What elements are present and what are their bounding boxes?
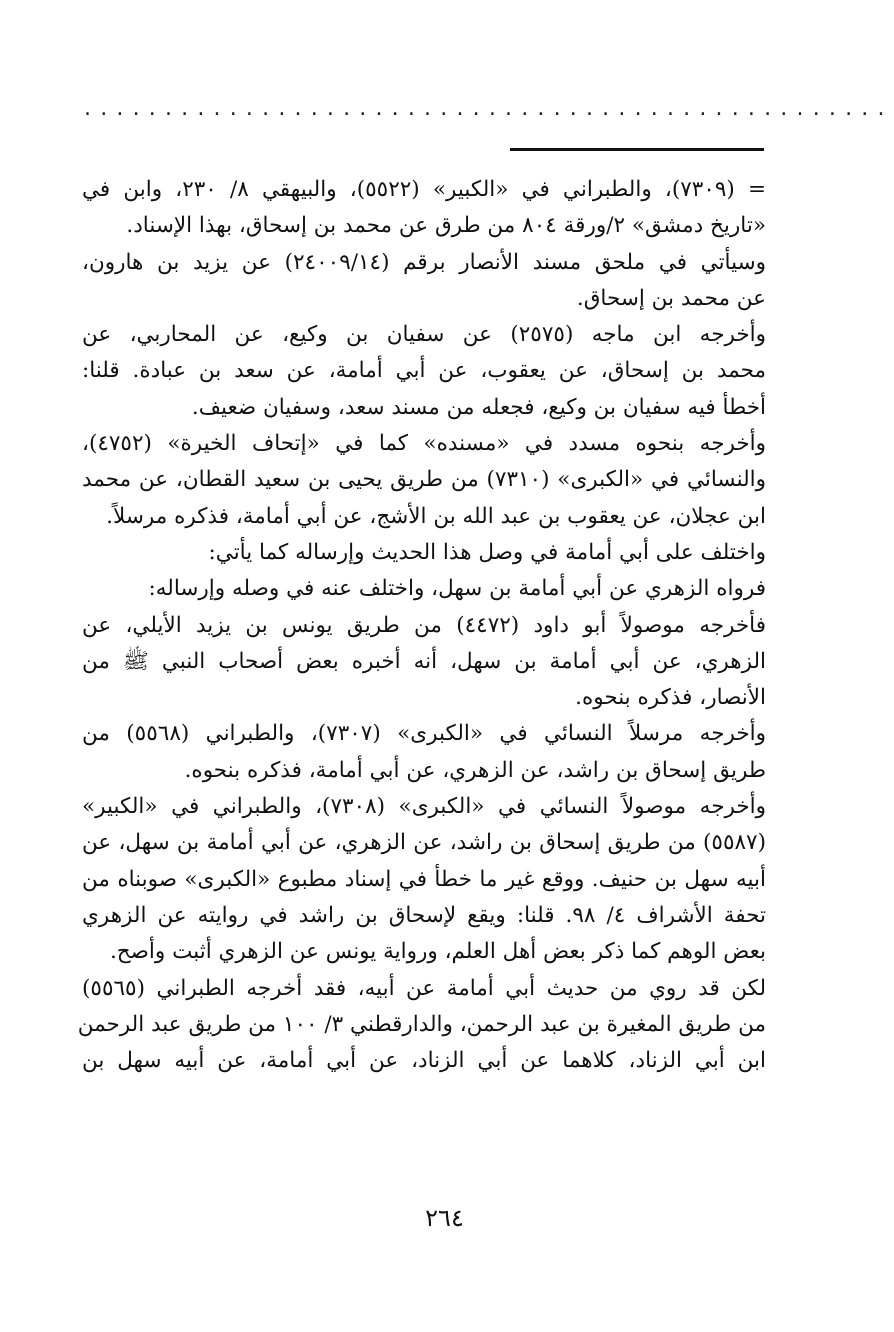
text-line: وأخرجه مرسلاً النسائي في «الكبرى» (٧٣٠٧)، والطبراني (٥٥٦٨) من — [82, 721, 766, 747]
text-line: (٥٥٨٧) من طريق إسحاق بن راشد، عن الزهري، عن أبي أمامة بن سهل، عن — [82, 830, 766, 856]
text-line: = (٧٣٠٩)، والطبراني في «الكبير» (٥٥٢٢)، والبيهقي ٨/ ٢٣٠، وابن في — [82, 177, 766, 202]
text-line: محمد بن إسحاق، عن يعقوب، عن أبي أمامة، عن سعد بن عبادة. قلنا: — [82, 358, 766, 384]
text-line: ابن أبي الزناد، كلاهما عن أبي الزناد، عن أبي أمامة، عن أبيه سهل بن — [82, 1048, 766, 1074]
text-line: من طريق المغيرة بن عبد الرحمن، والدارقطني ٣/ ١٠٠ من طريق عبد الرحمن — [77, 1011, 766, 1037]
page-number: ٢٦٤ — [425, 1204, 464, 1232]
text-line: وأخرجه بنحوه مسدد في «مسنده» كما في «إتحاف الخيرة» (٤٧٥٢)، — [82, 431, 766, 457]
text-line: فرواه الزهري عن أبي أمامة بن سهل، واختلف عنه في وصله وإرساله: — [148, 576, 766, 602]
footnote-rule — [510, 148, 764, 151]
text-line: الزهري، عن أبي أمامة بن سهل، أنه أخبره بعض أصحاب النبي ﷺ من — [82, 648, 766, 674]
text-line: تحفة الأشراف ٤/ ٩٨. قلنا: ويقع لإسحاق بن راشد في روايته عن الزهري — [82, 902, 766, 928]
text-line: «تاريخ دمشق» ٢/ورقة ٨٠٤ من طرق عن محمد بن إسحاق، بهذا الإسناد. — [126, 213, 766, 239]
text-line: أخطأ فيه سفيان بن وكيع، فجعله من مسند سعد، وسفيان ضعيف. — [191, 394, 766, 420]
text-line: طريق إسحاق بن راشد، عن الزهري، عن أبي أمامة، فذكره بنحوه. — [184, 757, 766, 783]
text-line: بعض الوهم كما ذكر بعض أهل العلم، ورواية يونس عن الزهري أثبت وأصح. — [109, 939, 766, 965]
text-line: واختلف على أبي أمامة في وصل هذا الحديث وإرساله كما يأتي: — [208, 539, 766, 565]
footnote-separator-dots: .................................................. — [84, 96, 894, 121]
text-line: الأنصار، فذكره بنحوه. — [575, 685, 766, 711]
text-line: وأخرجه موصولاً النسائي في «الكبرى» (٧٣٠٨)، والطبراني في «الكبير» — [82, 794, 766, 820]
text-line: ابن عجلان، عن يعقوب بن عبد الله بن الأشج، عن أبي أمامة، فذكره مرسلاً. — [106, 503, 766, 529]
text-line: فأخرجه موصولاً أبو داود (٤٤٧٢) من طريق يونس بن يزيد الأيلي، عن — [82, 612, 766, 638]
text-line: أبيه سهل بن حنيف. ووقع غير ما خطأ في إسناد مطبوع «الكبرى» صوبناه من — [82, 866, 766, 892]
text-line: والنسائي في «الكبرى» (٧٣١٠) من طريق يحيى بن سعيد القطان، عن محمد — [82, 467, 766, 493]
text-line: لكن قد روي من حديث أبي أمامة عن أبيه، فقد أخرجه الطبراني (٥٥٦٥) — [82, 975, 766, 1001]
text-line: وأخرجه ابن ماجه (٢٥٧٥) عن سفيان بن وكيع، عن المحاربي، عن — [82, 322, 766, 348]
text-line: وسيأتي في ملحق مسند الأنصار برقم (٢٤٠٠٩/١٤) عن يزيد بن هارون، — [82, 249, 766, 275]
text-line: عن محمد بن إسحاق. — [576, 285, 766, 311]
footnote-text — [77, 172, 766, 1079]
